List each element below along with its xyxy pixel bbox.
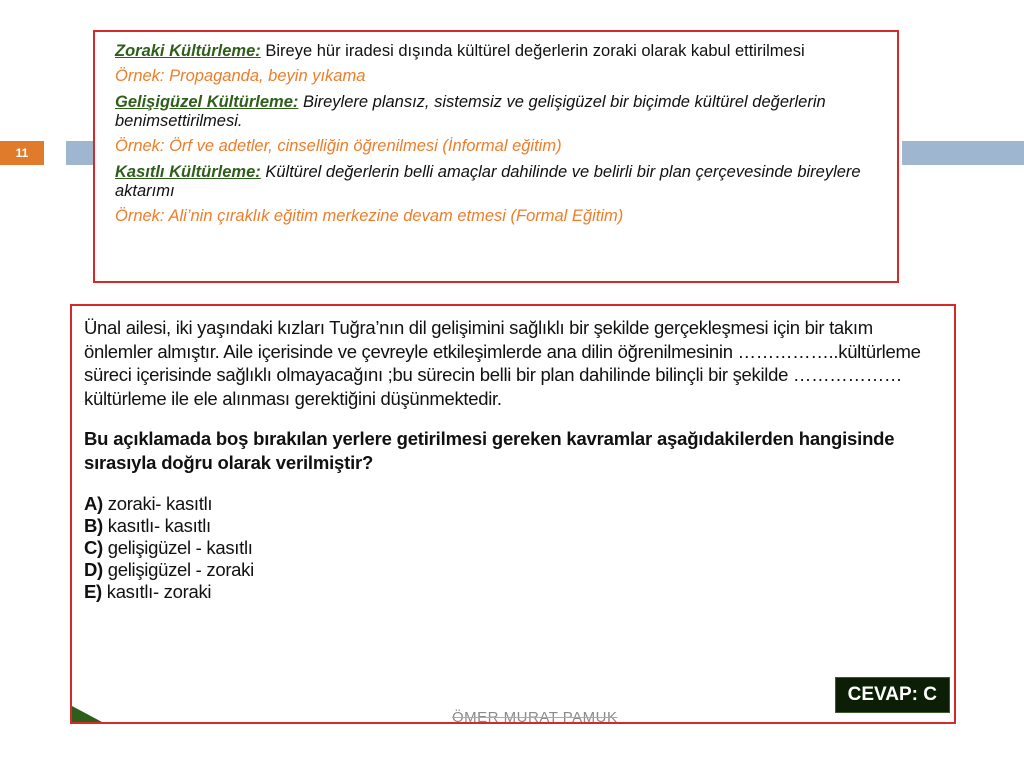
header-bar-right — [902, 141, 1024, 165]
answer-badge: CEVAP: C — [835, 677, 950, 713]
option-letter: D) — [84, 559, 103, 580]
definition-term: Gelişigüzel Kültürleme: — [115, 93, 299, 111]
option-b — [84, 515, 942, 537]
definition-gelisiguzel — [115, 93, 877, 131]
definition-zoraki — [115, 42, 877, 61]
option-text: kasıtlı- kasıtlı — [102, 515, 211, 536]
definition-term: Kasıtlı Kültürleme: — [115, 163, 261, 181]
option-letter: A) — [84, 493, 103, 514]
question-prompt: Bu açıklamada boş bırakılan yerlere getirilmesi gereken kavramlar aşağıdakilerden hangisinde sırasıyla doğru olarak verilmiştir? — [84, 428, 895, 473]
corner-triangle — [72, 706, 102, 722]
definition-term: Zoraki Kültürleme: — [115, 42, 261, 60]
footer-author: ÖMER MURAT PAMUK — [452, 709, 618, 726]
option-d — [84, 559, 942, 581]
question-stem: Ünal ailesi, iki yaşındaki kızları Tuğra’nın dil gelişimini sağlıklı bir şekilde gerçekleşmesi için bir takım önlemler almıştır. Aile içerisinde ve çevreyle etkileşimlerde ana dilin öğrenilmesinin ……………..kültürleme süreci içerisinde sağlıklı olmayacağını ;bu sürecin belli bir plan dahilinde bilinçli bir şekilde ……………… kültürleme ile ele alınması gerektiğini düşünmektedir. — [84, 317, 921, 409]
answer-options — [84, 493, 942, 603]
slide-number: 11 — [0, 141, 44, 165]
option-letter: E) — [84, 581, 102, 602]
option-text: gelişigüzel - kasıtlı — [102, 537, 253, 558]
question-box — [70, 304, 956, 724]
definition-kasitli — [115, 163, 877, 201]
option-letter: B) — [84, 515, 103, 536]
option-e — [84, 581, 942, 603]
definition-example: Örnek: Ali’nin çıraklık eğitim merkezine devam etmesi (Formal Eğitim) — [115, 207, 624, 225]
option-c — [84, 537, 942, 559]
option-text: kasıtlı- zoraki — [101, 581, 212, 602]
definition-description: Bireylere plansız, sistemsiz ve gelişigüzel bir biçimde kültürel değerlerin benimsettirilmesi. — [115, 93, 826, 130]
option-text: gelişigüzel - zoraki — [102, 559, 254, 580]
definition-example: Örnek: Propaganda, beyin yıkama — [115, 67, 366, 85]
definition-description: Bireye hür iradesi dışında kültürel değerlerin zoraki olarak kabul ettirilmesi — [260, 42, 805, 60]
definition-description: Kültürel değerlerin belli amaçlar dahilinde ve belirli bir plan çerçevesinde bireylere aktarımı — [115, 163, 861, 200]
definitions-box — [93, 30, 899, 283]
header-bar-left-segment — [66, 141, 94, 165]
definition-example: Örnek: Örf ve adetler, cinselliğin öğrenilmesi (İnformal eğitim) — [115, 137, 562, 155]
option-letter: C) — [84, 537, 103, 558]
option-text: zoraki- kasıtlı — [102, 493, 213, 514]
option-a — [84, 493, 942, 515]
header-bar-gap — [44, 141, 62, 165]
